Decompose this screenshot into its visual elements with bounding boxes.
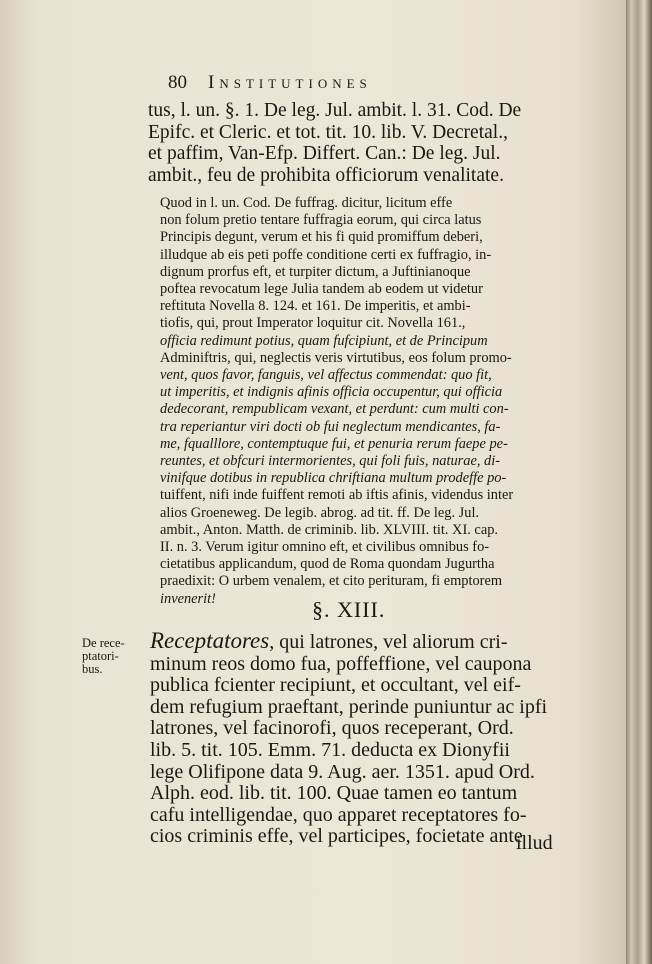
note-line: non folum pretio tentare fuffragia eorum, qui circa latus [160,212,482,229]
section-line: minum reos domo fua, poffeffione, vel caupona [150,653,532,675]
note-line: ambit., Anton. Matth. de criminib. lib. XLVIII. tit. XI. cap. [160,521,498,538]
note-line: dignum prorfus eft, et turpiter dictum, a Juftinianoque [160,263,471,280]
section-line: Alph. eod. lib. tit. 100. Quae tamen eo tantum [150,783,518,805]
page-number: 80 [168,72,187,93]
note-line: Quod in l. un. Cod. De fuffrag. dicitur, licitum effe [160,195,453,211]
note-line: tuiffent, nifi inde fuiffent remoti ab iftis afinis, videndus inter [160,487,514,504]
note-line: ut imperitis, et indignis afinis officia occupentur, qui officia [160,384,503,401]
note-line: alios Groeneweg. De legib. abrog. ad tit. ff. De leg. Jul. [160,504,480,521]
note-line: cietatibus applicandum, quod de Roma quondam Jugurtha [160,556,495,573]
main-line: et paffim, Van-Efp. Differt. Can.: De leg. Jul. [148,143,501,164]
section-heading: §. XIII. [312,597,386,622]
note-line: tiofis, qui, prout Imperator loquitur cit. Novella 161., [160,315,466,332]
margin-note-line: De rece- [82,636,125,650]
section-line: lib. 5. tit. 105. Emm. 71. deducta ex Dionyfii [150,739,510,761]
note-line: Principis degunt, verum et his fi quid promiffum deberi, [160,229,483,246]
page-edge [626,0,652,964]
footnote-block [160,195,572,608]
main-line: ambit., feu de prohibita officiorum venalitate. [148,164,504,186]
margin-note-line: bus. [82,662,103,676]
section-line: lege Olifipone data 9. Aug. aer. 1351. apud Ord. [150,761,535,783]
main-line: Epifc. et Cleric. et tot. tit. 10. lib. V. Decretal., [148,121,508,143]
note-line: praedixit: O urbem venalem, et cito perituram, fi emptorem [160,573,503,590]
note-line: vent, quos favor, fanguis, vel affectus commendat: quo fit, [160,367,492,384]
main-line: tus, l. un. §. 1. De leg. Jul. ambit. l. 31. Cod. De [148,100,522,121]
section-first-line [150,630,572,654]
section-lead-word: Receptatores [150,630,270,653]
note-line: illudque ab eis peti poffe conditione certi ex fuffragio, in- [160,246,492,263]
running-title: Institutiones [208,72,372,93]
section-line: cios criminis effe, vel participes, focietate ante [150,826,523,848]
catchword: illud [516,832,553,854]
note-line: poftea revocatum lege Julia tandem ab eodem ut videtur [160,281,483,298]
note-line: invenerit! [160,590,216,607]
note-line: II. n. 3. Verum igitur omnino eft, et civilibus omnibus fo- [160,539,490,556]
section-line: , qui latrones, vel aliorum cri- [269,631,508,653]
page-header [168,72,568,100]
note-line: me, fqualllore, contemptuque fui, et penuria rerum faepe pe- [160,435,508,452]
margin-note [82,637,142,676]
section-line: dem refugium praeftant, perinde puniuntur ac ipfi [150,696,548,718]
note-line: reuntes, et obfcuri intermorientes, qui foli fuis, naturae, di- [160,453,501,470]
note-line: tra reperiantur viri docti ob fui neglectum mendicantes, fa- [160,418,501,435]
section-line: publica fcienter recipiunt, et occultant, vel eif- [150,675,521,697]
main-text-top [148,100,572,186]
note-line: officia redimunt potius, quam fufcipiunt, et de Principum [160,332,488,349]
note-line: Adminiftris, qui, neglectis veris virtutibus, eos folum promo- [160,349,512,366]
note-line: vinifque dotibus in republica chriftiana multum prodeffe po- [160,470,507,487]
section-line: cafu intelligendae, quo apparet receptatores fo- [150,804,527,826]
note-line: dedecorant, rempublicam vexant, et perdunt: cum multi con- [160,401,509,418]
section-text [150,630,572,848]
section-line: latrones, vel facinorofi, quos receperant, Ord. [150,718,514,740]
note-line: reftituta Novella 8. 124. et 161. De imperitis, et ambi- [160,298,471,315]
margin-note-line: ptatori- [82,649,119,663]
